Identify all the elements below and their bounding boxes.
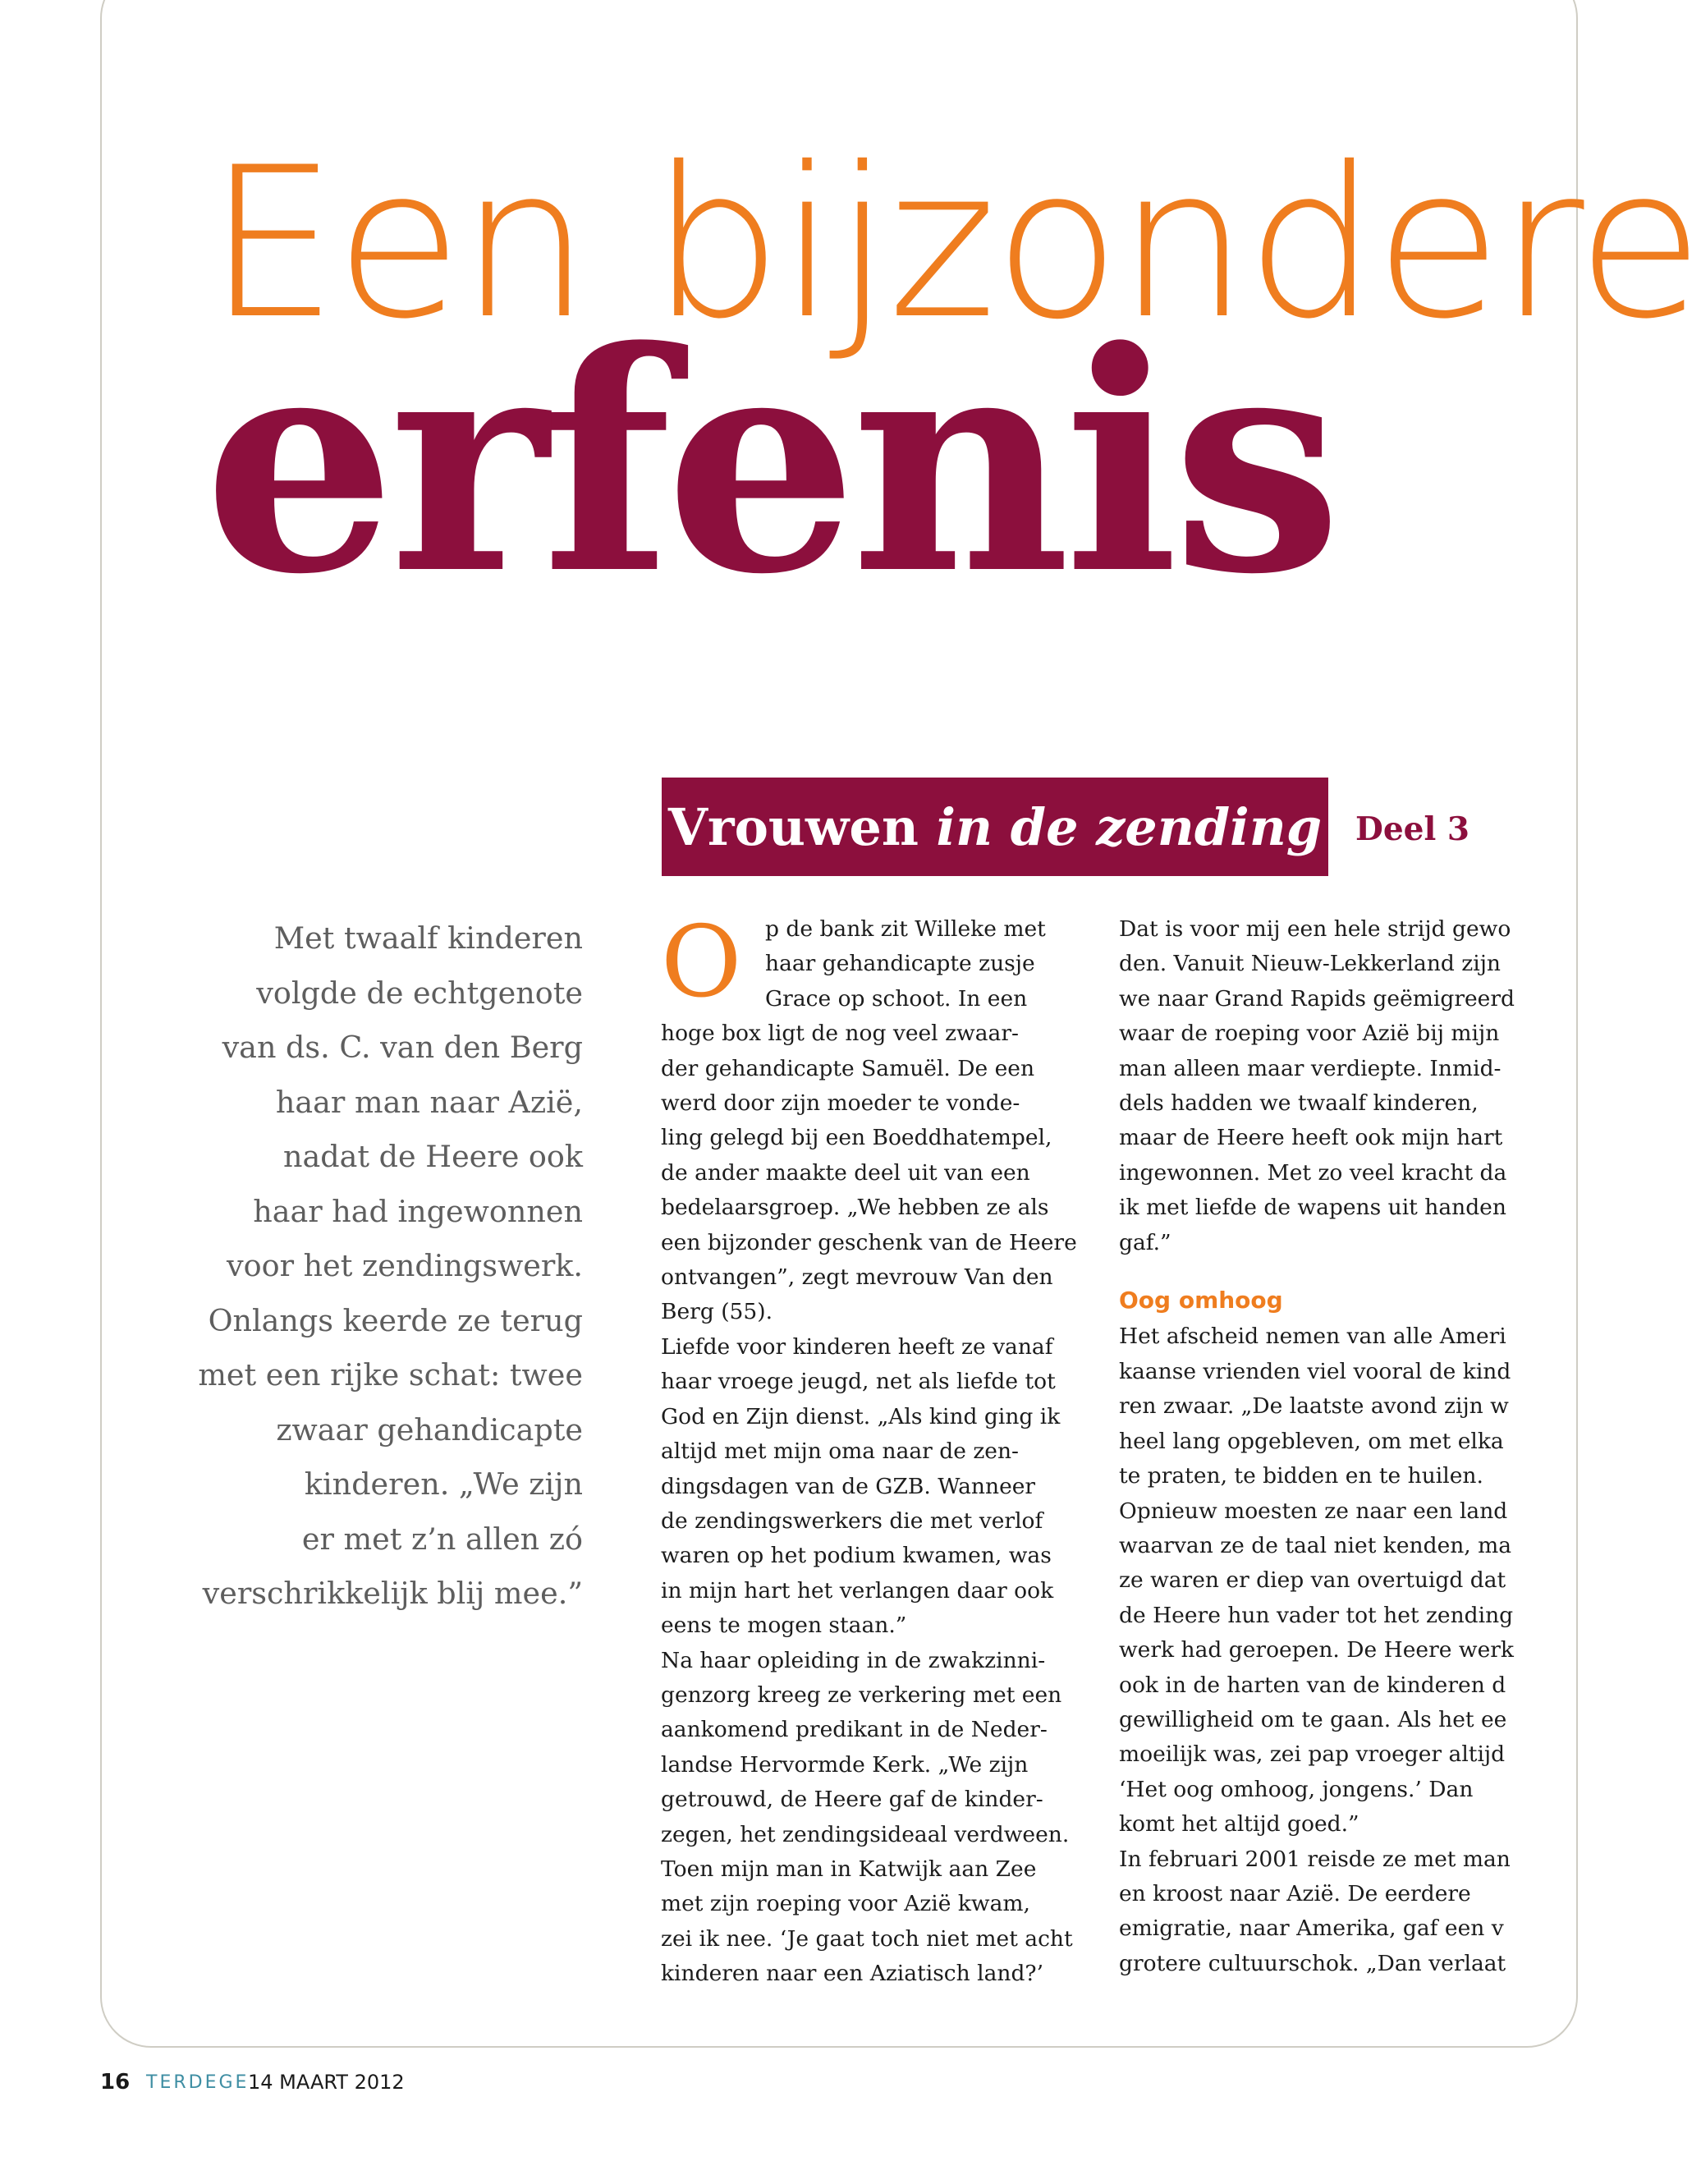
body-text-line: bedelaarsgroep. „We hebben ze als	[661, 1195, 1049, 1221]
body-text-line: Dat is voor mij een hele strijd gewo	[1119, 916, 1511, 942]
body-text-line: kaanse vrienden viel vooral de kind	[1119, 1358, 1511, 1384]
headline-line-1: Een bijzondere	[207, 122, 1701, 365]
body-text-line: heel lang opgebleven, om met elka	[1119, 1428, 1504, 1454]
body-text-line: hoge box ligt de nog veel zwaar-	[661, 1021, 1019, 1047]
body-text-line: werd door zijn moeder te vonde-	[661, 1090, 1020, 1117]
body-text-line: ren zwaar. „De laatste avond zijn w	[1119, 1393, 1509, 1420]
body-text-line: getrouwd, de Heere gaf de kinder-	[661, 1787, 1043, 1813]
body-text-line: de ander maakte deel uit van een	[661, 1159, 1030, 1186]
body-text-line: zei ik nee. ‘Je gaat toch niet met acht	[661, 1925, 1073, 1952]
body-text-line: gewilligheid om te gaan. Als het ee	[1119, 1706, 1507, 1732]
body-text-line: emigratie, naar Amerika, gaf een v	[1119, 1916, 1504, 1942]
series-banner-italic: in de zending	[936, 796, 1323, 857]
series-part-label: Deel 3	[1355, 810, 1469, 848]
body-text-line: dels hadden we twaalf kinderen,	[1119, 1090, 1479, 1117]
intro-line: kinderen. „We zijn	[304, 1466, 583, 1502]
intro-line: haar man naar Azië,	[275, 1084, 583, 1120]
intro-line: met een rijke schat: twee	[198, 1357, 583, 1393]
body-text-line: Toen mijn man in Katwijk aan Zee	[661, 1856, 1037, 1882]
body-text-line: werk had geroepen. De Heere werk	[1119, 1637, 1514, 1663]
body-text-line: In februari 2001 reisde ze met man	[1119, 1846, 1511, 1872]
intro-line: van ds. C. van den Berg	[222, 1030, 583, 1065]
body-text-line: ling gelegd bij een Boeddhatempel,	[661, 1125, 1052, 1151]
series-banner-roman: Vrouwen	[667, 796, 937, 857]
body-text-line: haar vroege jeugd, net als liefde tot	[661, 1369, 1056, 1395]
body-text-line: p de bank zit Willeke met	[765, 916, 1046, 942]
intro-line: Met twaalf kinderen	[273, 920, 583, 956]
body-text-line: Grace op schoot. In een	[765, 985, 1028, 1012]
body-text-line: te praten, te bidden en te huilen.	[1119, 1463, 1483, 1489]
intro-line: verschrikkelijk blij mee.”	[202, 1576, 583, 1611]
intro-line: haar had ingewonnen	[253, 1193, 583, 1229]
issue-date: 14 MAART 2012	[248, 2071, 405, 2094]
body-text-line: der gehandicapte Samuël. De een	[661, 1055, 1035, 1081]
body-text-line: Liefde voor kinderen heeft ze vanaf	[661, 1333, 1053, 1360]
body-text-line: altijd met mijn oma naar de zen-	[661, 1438, 1019, 1465]
intro-lead	[181, 911, 583, 1622]
body-text-line: maar de Heere heeft ook mijn hart	[1119, 1125, 1503, 1151]
body-text-line: Na haar opleiding in de zwakzinni-	[661, 1647, 1046, 1673]
body-text-line: Het afscheid nemen van alle Ameri	[1119, 1324, 1506, 1350]
drop-cap: O	[661, 906, 742, 1020]
body-text-line: grotere cultuurschok. „Dan verlaat	[1119, 1950, 1506, 1976]
body-text-line: ontvangen”, zegt mevrouw Van den	[661, 1264, 1053, 1291]
body-text-line: waar de roeping voor Azië bij mijn	[1119, 1021, 1500, 1047]
body-text-line: aankomend predikant in de Neder-	[661, 1717, 1048, 1743]
body-text-line: waarvan ze de taal niet kenden, ma	[1119, 1532, 1512, 1558]
article-column-1	[661, 906, 1088, 1992]
magazine-name: TERDEGE	[146, 2072, 250, 2093]
body-text-line: landse Hervormde Kerk. „We zijn	[661, 1751, 1029, 1778]
body-text-line: haar gehandicapte zusje	[765, 951, 1035, 977]
body-text-line: kinderen naar een Aziatisch land?’	[661, 1961, 1044, 1987]
body-text-line: de Heere hun vader tot het zending	[1119, 1602, 1514, 1628]
body-text-line: man alleen maar verdiepte. Inmid-	[1119, 1055, 1502, 1081]
body-text-line: met zijn roeping voor Azië kwam,	[661, 1891, 1030, 1917]
body-text-line: ook in de harten van de kinderen d	[1119, 1672, 1506, 1698]
intro-line: zwaar gehandicapte	[276, 1411, 583, 1448]
intro-line: nadat de Heere ook	[283, 1139, 583, 1174]
body-text-line: de zendingswerkers die met verlof	[661, 1507, 1043, 1534]
section-subheading: Oog omhoog	[1119, 1287, 1283, 1315]
body-text-line: in mijn hart het verlangen daar ook	[661, 1577, 1054, 1604]
body-text-line: gaf.”	[1119, 1229, 1171, 1255]
intro-line: voor het zendingswerk.	[227, 1248, 583, 1283]
body-text-line: God en Zijn dienst. „Als kind ging ik	[661, 1403, 1061, 1429]
body-text-line: we naar Grand Rapids geëmigreerd	[1119, 985, 1515, 1012]
body-text-line: ingewonnen. Met zo veel kracht da	[1119, 1159, 1507, 1186]
body-text-line: genzorg kreeg ze verkering met een	[661, 1682, 1062, 1708]
body-text-line: Opnieuw moesten ze naar een land	[1119, 1498, 1508, 1524]
body-text-line: ze waren er diep van overtuigd dat	[1119, 1567, 1506, 1594]
body-text-line: ik met liefde de wapens uit handen	[1119, 1195, 1506, 1221]
intro-line: Onlangs keerde ze terug	[208, 1302, 583, 1338]
body-text-line: eens te mogen staan.”	[661, 1613, 907, 1639]
article-column-2	[1119, 912, 1515, 1981]
body-text-line: Berg (55).	[661, 1299, 773, 1325]
series-banner	[662, 778, 1328, 876]
body-text-line: waren op het podium kwamen, was	[661, 1543, 1052, 1569]
body-text-line: en kroost naar Azië. De eerdere	[1119, 1880, 1471, 1906]
series-banner-text	[668, 797, 1322, 857]
body-text-line: een bijzonder geschenk van de Heere	[661, 1229, 1077, 1255]
intro-line: er met z’n allen zó	[301, 1521, 583, 1557]
body-text-line: komt het altijd goed.”	[1119, 1811, 1359, 1838]
body-text-line: ‘Het oog omhoog, jongens.’ Dan	[1119, 1776, 1474, 1802]
body-text-line: den. Vanuit Nieuw-Lekkerland zijn	[1119, 951, 1501, 977]
body-text-line: dingsdagen van de GZB. Wanneer	[661, 1473, 1036, 1499]
body-text-line: moeilijk was, zei pap vroeger altijd	[1119, 1741, 1506, 1768]
headline-line-2: erfenis	[204, 285, 1336, 640]
intro-line: volgde de echtgenote	[256, 975, 583, 1011]
page-number: 16	[100, 2070, 131, 2095]
body-text-line: zegen, het zendingsideaal verdween.	[661, 1821, 1070, 1847]
